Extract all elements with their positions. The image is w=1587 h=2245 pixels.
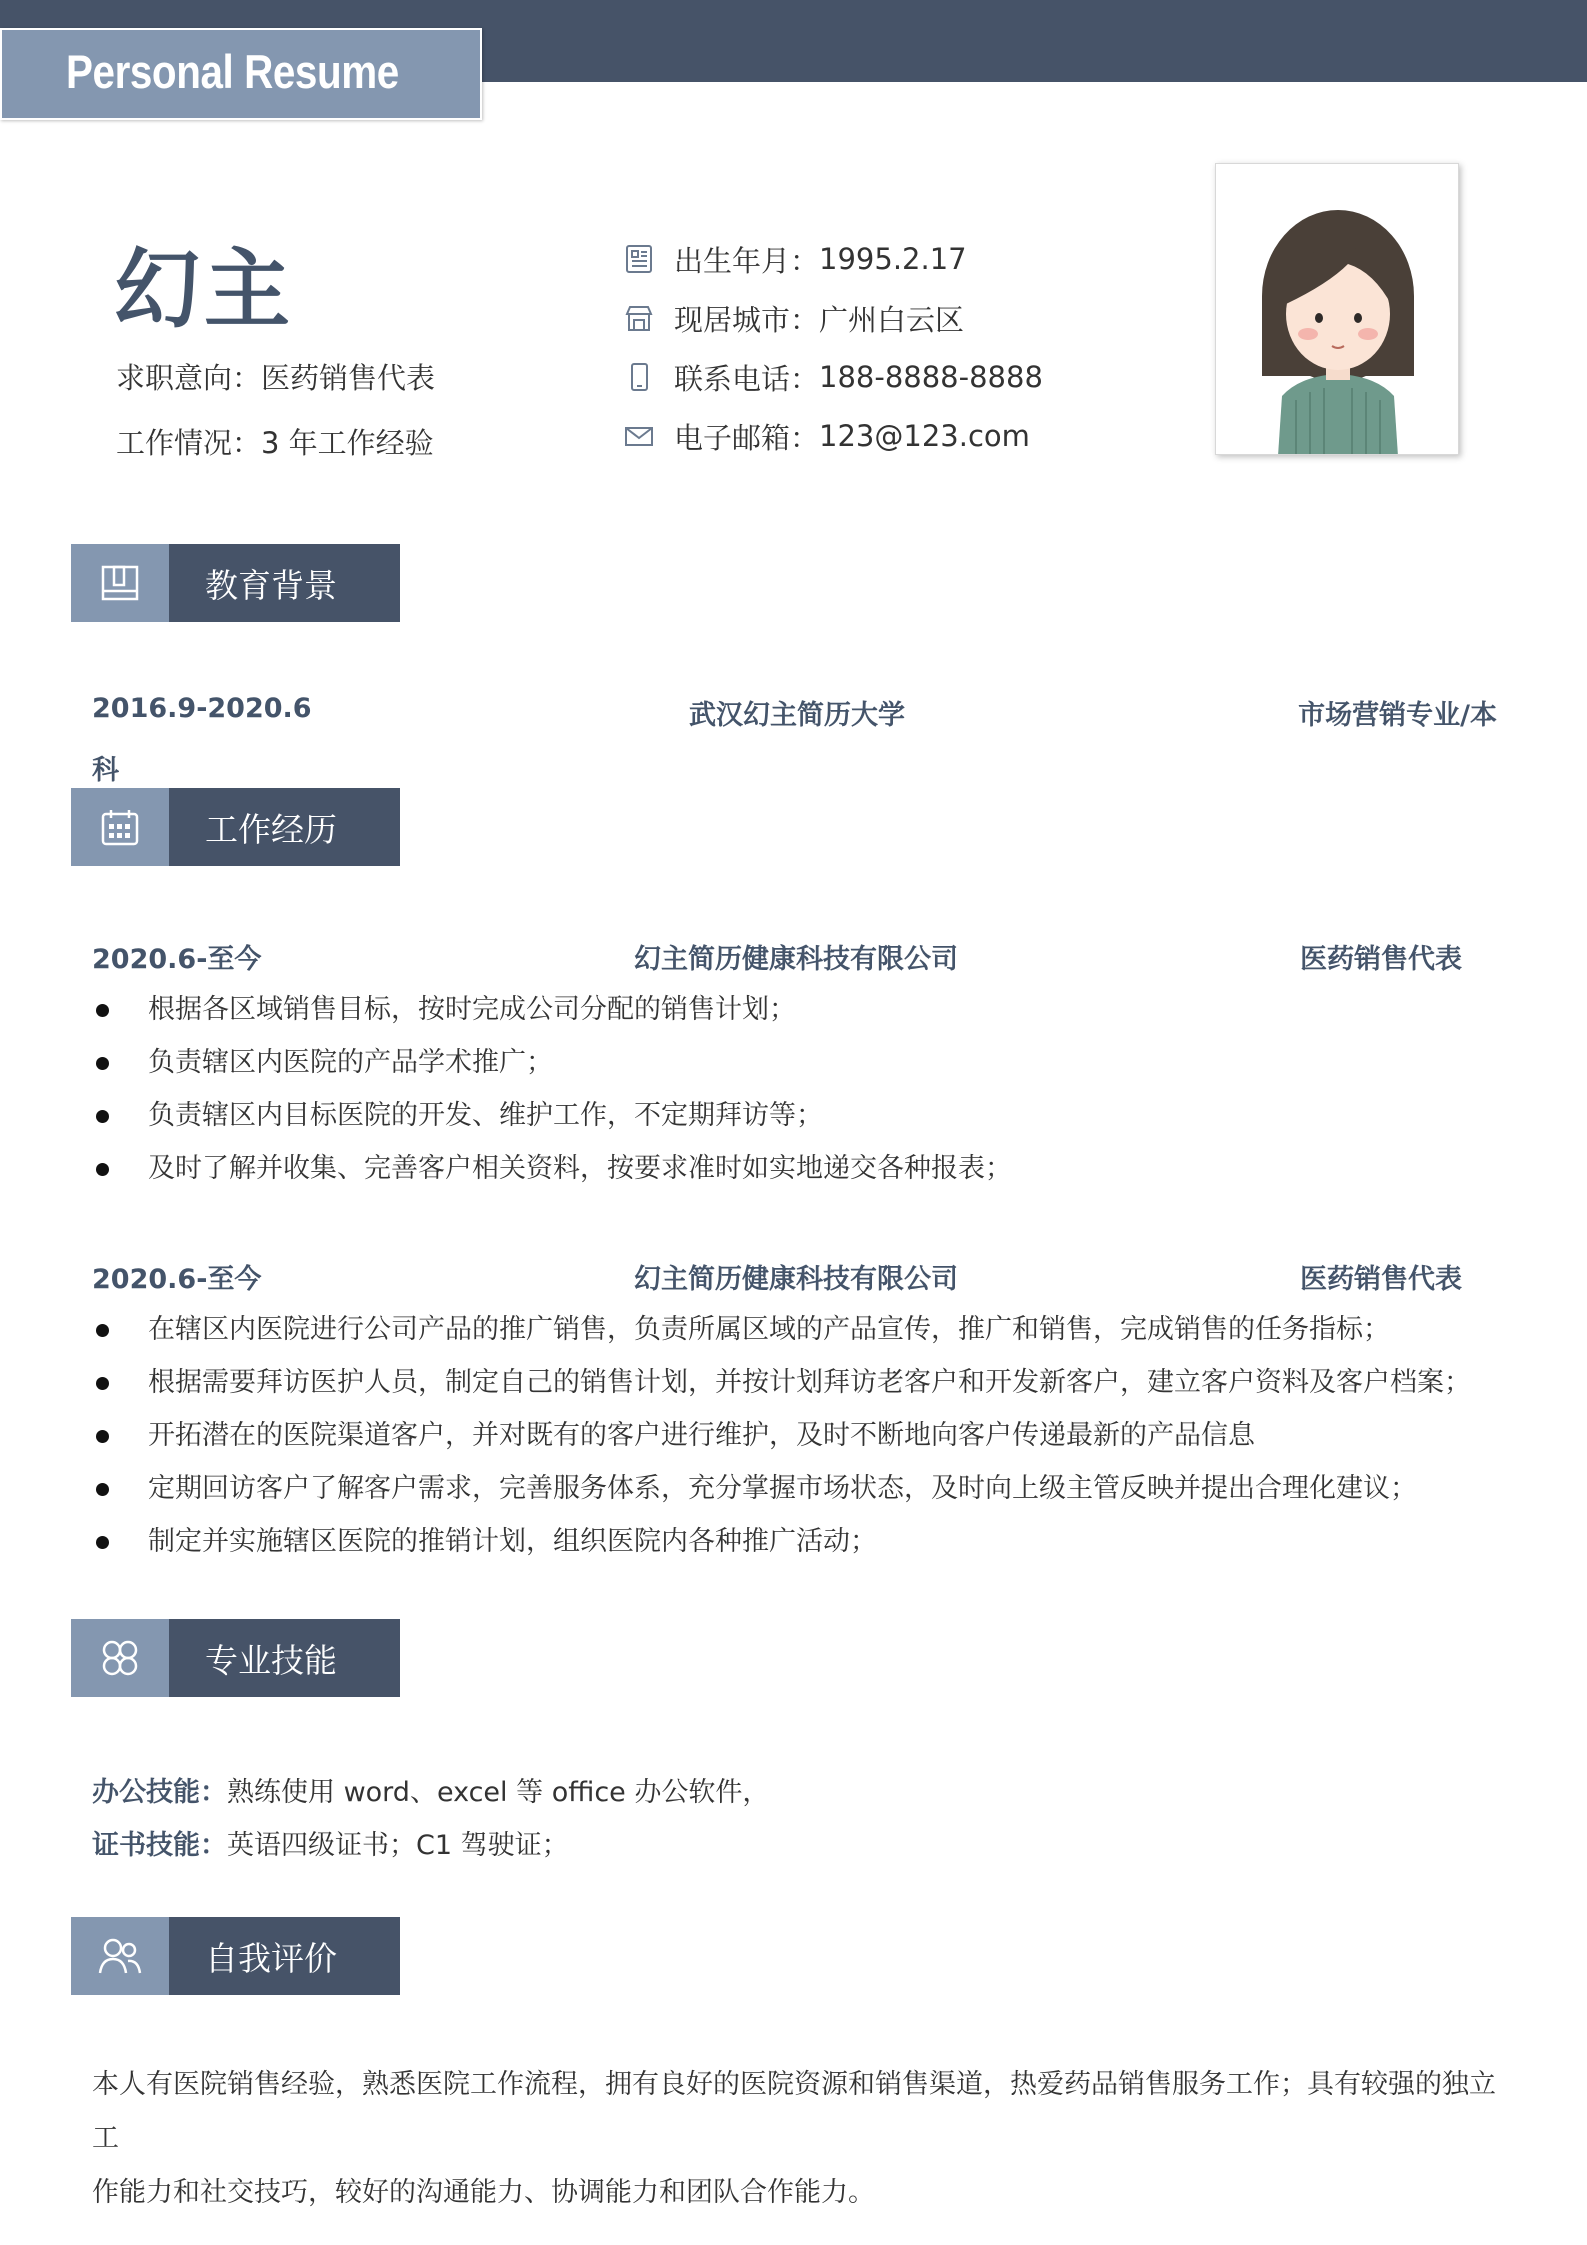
education-major-cont: 科 <box>92 755 119 786</box>
people-icon <box>71 1917 169 1995</box>
info-phone-label: 联系电话： <box>674 361 820 396</box>
work-status <box>116 421 434 462</box>
profile-photo <box>1215 163 1459 455</box>
list-item: 及时了解并收集、完善客户相关资料，按要求准时如实地递交各种报表； <box>92 1142 1512 1195</box>
calendar-card-icon <box>622 242 656 276</box>
list-item: 在辖区内医院进行公司产品的推广销售，负责所属区域的产品宣传，推广和销售，完成销售的任务指标； <box>92 1303 1512 1356</box>
job-1-position: 医药销售代表 <box>1300 944 1462 975</box>
education-school: 武汉幻主简历大学 <box>689 700 905 731</box>
mail-icon <box>622 419 656 453</box>
info-city-value: 广州白云区 <box>819 302 965 337</box>
list-item: 开拓潜在的医院渠道客户，并对既有的客户进行维护，及时不断地向客户传递最新的产品信息 <box>92 1409 1512 1462</box>
education-row <box>92 693 1497 733</box>
section-education-header <box>71 544 400 622</box>
info-email-value: 123@123.com <box>819 419 1030 453</box>
candidate-name: 幻主 <box>114 240 294 340</box>
section-work-title: 工作经历 <box>169 788 400 866</box>
calendar-icon <box>71 788 169 866</box>
education-row-cont <box>92 748 1497 788</box>
phone-icon <box>622 360 656 394</box>
job-intent-value: 医药销售代表 <box>261 361 436 395</box>
clover-icon <box>71 1619 169 1697</box>
section-evaluation-title: 自我评价 <box>169 1917 400 1995</box>
section-skills-header <box>71 1619 400 1697</box>
section-work-header <box>71 788 400 866</box>
info-birth <box>622 237 967 281</box>
skill-office-value: 熟练使用 word、excel 等 office 办公软件， <box>227 1777 770 1808</box>
job-intent-label: 求职意向： <box>116 361 262 395</box>
skill-cert-value: 英语四级证书；C1 驾驶证； <box>227 1830 569 1861</box>
info-phone-value: 188-8888-8888 <box>819 360 1043 394</box>
list-item: 根据各区域销售目标，按时完成公司分配的销售计划； <box>92 983 1512 1036</box>
job-intent <box>116 356 435 397</box>
education-period: 2016.9-2020.6 <box>92 693 312 724</box>
list-item: 定期回访客户了解客户需求，完善服务体系，充分掌握市场状态，及时向上级主管反映并提出合理化建议； <box>92 1462 1512 1515</box>
skill-cert-label: 证书技能： <box>92 1830 227 1861</box>
job-1-duties <box>92 983 1512 1195</box>
education-major: 市场营销专业/本 <box>1298 700 1497 731</box>
list-item: 制定并实施辖区医院的推销计划，组织医院内各种推广活动； <box>92 1515 1512 1568</box>
job-2-duties <box>92 1303 1512 1568</box>
section-evaluation-header <box>71 1917 400 1995</box>
section-skills-title: 专业技能 <box>169 1619 400 1697</box>
info-phone <box>622 355 1043 399</box>
job-2-period: 2020.6-至今 <box>92 1264 262 1295</box>
self-evaluation-text <box>92 2058 1512 2220</box>
job-2-position: 医药销售代表 <box>1300 1264 1462 1295</box>
resume-title: Personal Resume <box>66 45 399 98</box>
building-icon <box>622 301 656 335</box>
work-status-label: 工作情况： <box>116 426 262 460</box>
skill-cert <box>92 1823 569 1862</box>
info-birth-value: 1995.2.17 <box>819 242 967 276</box>
job-1-company: 幻主简历健康科技有限公司 <box>634 944 958 975</box>
job-1-period: 2020.6-至今 <box>92 944 262 975</box>
list-item: 负责辖区内医院的产品学术推广； <box>92 1036 1512 1089</box>
list-item: 负责辖区内目标医院的开发、维护工作，不定期拜访等； <box>92 1089 1512 1142</box>
info-birth-label: 出生年月： <box>674 243 820 278</box>
resume-title-box <box>0 28 482 120</box>
skill-office <box>92 1770 769 1809</box>
book-icon <box>71 544 169 622</box>
skill-office-label: 办公技能： <box>92 1777 227 1808</box>
info-email-label: 电子邮箱： <box>674 420 820 455</box>
work-status-value: 3 年工作经验 <box>261 426 434 460</box>
self-evaluation-line-1: 本人有医院销售经验，熟悉医院工作流程，拥有良好的医院资源和销售渠道，热爱药品销售服务工作；具有较强的独立工 <box>92 2069 1496 2154</box>
info-city-label: 现居城市： <box>674 302 820 337</box>
job-2-row <box>92 1257 1497 1297</box>
info-city <box>622 296 964 340</box>
job-2-company: 幻主简历健康科技有限公司 <box>634 1264 958 1295</box>
self-evaluation-line-2: 作能力和社交技巧，较好的沟通能力、协调能力和团队合作能力。 <box>92 2177 875 2208</box>
list-item: 根据需要拜访医护人员，制定自己的销售计划，并按计划拜访老客户和开发新客户，建立客户资料及客户档案； <box>92 1356 1512 1409</box>
info-email <box>622 414 1030 458</box>
section-education-title: 教育背景 <box>169 544 400 622</box>
job-1-row <box>92 937 1497 977</box>
